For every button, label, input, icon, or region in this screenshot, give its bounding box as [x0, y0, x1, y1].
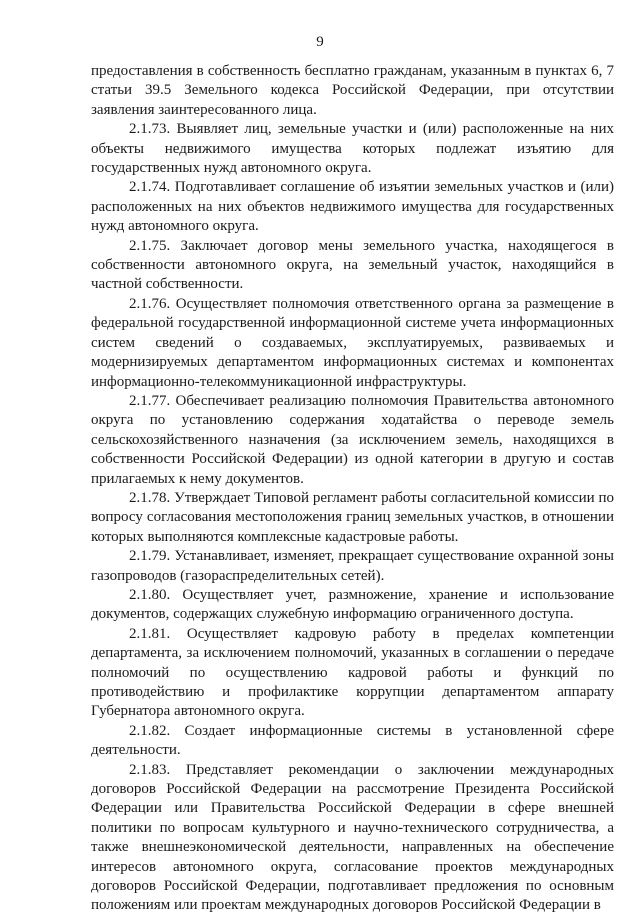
paragraph-2-1-74: 2.1.74. Подготавливает соглашение об изъятии земельных участков и (или) расположенных на них объектов недвижимого имущества для государственных нужд автономного округа.	[91, 179, 614, 235]
paragraph-2-1-80: 2.1.80. Осуществляет учет, размножение, хранение и использование документов, содержащих служебную информацию ограниченного доступа.	[91, 586, 614, 623]
page-number: 9	[316, 34, 324, 50]
paragraph-2-1-82: 2.1.82. Создает информационные системы в установленной сфере деятельности.	[91, 722, 614, 759]
paragraph-continuation: предоставления в собственность бесплатно гражданам, указанным в пунктах 6, 7 статьи 39.5 Земельного кодекса Российской Федерации, при отсутствии заявления заинтересованного лица.	[91, 63, 614, 118]
paragraph-2-1-78: 2.1.78. Утверждает Типовой регламент работы согласительной комиссии по вопросу согласования местоположения границ земельных участков, в отношении которых выполняются комплексные кадастровые работы.	[91, 489, 614, 545]
paragraph-2-1-75: 2.1.75. Заключает договор мены земельного участка, находящегося в собственности автономного округа, на земельный участок, находящийся в частной собственности.	[91, 237, 614, 293]
paragraph-2-1-77: 2.1.77. Обеспечивает реализацию полномочия Правительства автономного округа по установлению содержания ходатайства о переводе земель сельскохозяйственного назначения (за исключением земель, находящихся в собственности Российской Федерации) из одной категории в другую и состав прилагаемых к нему документов.	[91, 392, 614, 487]
paragraph-2-1-81: 2.1.81. Осуществляет кадровую работу в пределах компетенции департамента, за исключением полномочий, указанных в соглашении о передаче полномочий по осуществлению кадровой работы и функций по противодействию и профилактике коррупции департаментом аппарату Губернатора автономного округа.	[91, 625, 614, 720]
document-body	[91, 62, 614, 916]
paragraph-2-1-83: 2.1.83. Представляет рекомендации о заключении международных договоров Российской Федерации на рассмотрение Президента Российской Федерации или Правительства Российской Федерации в сфере внешней политики по вопросам культурного и научно-технического сотрудничества, а также внешнеэкономической деятельности, направленных на обеспечение интересов автономного округа, согласование проектов международных договоров Российской Федерации, подготавливает предложения по основным положениям или проектам международных договоров Российской Федерации в	[91, 761, 614, 914]
paragraph-2-1-76: 2.1.76. Осуществляет полномочия ответственного органа за размещение в федеральной государственной информационной системе учета информационных систем сведений о создаваемых, эксплуатируемых, развиваемых и модернизируемых департаментом информационных системах и компонентах информационно-телекоммуникационной инфраструктуры.	[91, 295, 614, 390]
paragraph-2-1-73: 2.1.73. Выявляет лиц, земельные участки и (или) расположенные на них объекты недвижимого имущества которых подлежат изъятию для государственных нужд автономного округа.	[91, 121, 614, 177]
paragraph-2-1-79: 2.1.79. Устанавливает, изменяет, прекращает существование охранной зоны газопроводов (газораспределительных сетей).	[91, 548, 614, 584]
